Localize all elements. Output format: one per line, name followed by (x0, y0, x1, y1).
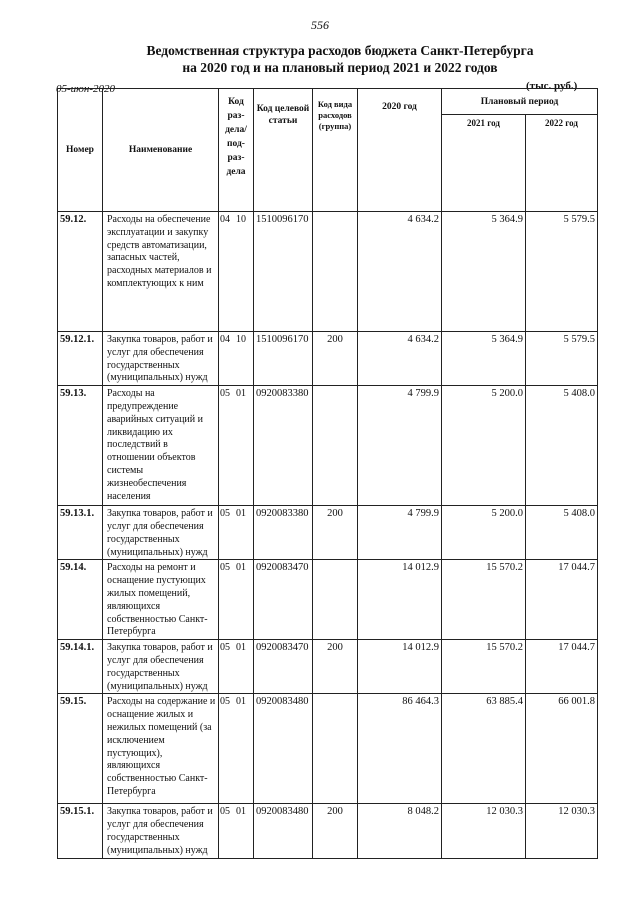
row-value-2020: 4 634.2 (358, 212, 442, 332)
row-prz: 10 (236, 334, 246, 345)
row-value-2020: 4 799.9 (358, 386, 442, 506)
row-name: Закупка товаров, работ и услуг для обеспечения государственных (муниципальных) нужд (103, 640, 219, 694)
table-row (58, 386, 598, 506)
row-rz: 04 (220, 334, 230, 345)
row-value-2021: 5 364.9 (442, 332, 526, 386)
row-prz: 01 (236, 642, 246, 654)
row-value-2022: 12 030.3 (526, 804, 598, 858)
row-prz: 01 (236, 562, 246, 574)
row-razdel (219, 640, 254, 694)
row-name: Закупка товаров, работ и услуг для обеспечения государственных (муниципальных) нужд (103, 332, 219, 386)
table-row (58, 694, 598, 804)
row-prz: 01 (236, 388, 246, 400)
row-value-2020: 86 464.3 (358, 694, 442, 804)
row-prz: 10 (236, 214, 246, 225)
header-number: Номер (58, 89, 103, 212)
row-number: 59.13.1. (58, 506, 103, 560)
row-vid-rashodov: 200 (313, 506, 358, 560)
page-number: 556 (311, 18, 329, 32)
row-rz: 05 (220, 508, 230, 520)
row-value-2021: 5 200.0 (442, 386, 526, 506)
row-razdel (219, 804, 254, 858)
table-body (58, 212, 598, 859)
table-row (58, 506, 598, 560)
row-value-2020: 14 012.9 (358, 560, 442, 640)
row-number: 59.14.1. (58, 640, 103, 694)
row-value-2020: 4 799.9 (358, 506, 442, 560)
row-value-2022: 17 044.7 (526, 640, 598, 694)
row-number: 59.15. (58, 694, 103, 804)
row-number: 59.14. (58, 560, 103, 640)
row-vid-rashodov (313, 212, 358, 332)
row-value-2022: 17 044.7 (526, 560, 598, 640)
row-value-2022: 5 408.0 (526, 506, 598, 560)
row-number: 59.12. (58, 212, 103, 332)
row-vid-rashodov (313, 694, 358, 804)
row-tselevaya: 0920083470 (254, 560, 313, 640)
table-row (58, 640, 598, 694)
row-tselevaya: 0920083480 (254, 694, 313, 804)
row-value-2020: 8 048.2 (358, 804, 442, 858)
row-prz: 01 (236, 508, 246, 520)
title-line-1: Ведомственная структура расходов бюджета Санкт-Петербурга (146, 43, 534, 58)
page-title (60, 42, 620, 76)
header-plan-period: Плановый период (442, 89, 598, 115)
header-tselevaya: Код целевой статьи (254, 89, 313, 212)
row-name: Расходы на ремонт и оснащение пустующих жилых помещений, являющихся собственностью Санкт-Петербурга (103, 560, 219, 640)
row-vid-rashodov (313, 386, 358, 506)
row-vid-rashodov: 200 (313, 640, 358, 694)
budget-table (57, 88, 598, 859)
row-number: 59.15.1. (58, 804, 103, 858)
row-value-2020: 14 012.9 (358, 640, 442, 694)
row-name: Расходы на обеспечение эксплуатации и закупку средств автоматизации, запасных частей, расходных материалов и комплектующих к ним (103, 212, 219, 332)
row-value-2021: 12 030.3 (442, 804, 526, 858)
row-razdel (219, 386, 254, 506)
row-name: Закупка товаров, работ и услуг для обеспечения государственных (муниципальных) нужд (103, 804, 219, 858)
title-line-2: на 2020 год и на плановый период 2021 и 2022 годов (182, 60, 498, 75)
row-razdel (219, 694, 254, 804)
row-rz: 05 (220, 388, 230, 400)
row-value-2021: 5 364.9 (442, 212, 526, 332)
row-tselevaya: 1510096170 (254, 332, 313, 386)
row-rz: 05 (220, 806, 230, 818)
row-tselevaya: 0920083380 (254, 386, 313, 506)
unit-label: (тыс. руб.) (526, 80, 578, 92)
row-razdel (219, 506, 254, 560)
row-tselevaya: 0920083380 (254, 506, 313, 560)
row-prz: 01 (236, 806, 246, 818)
table-row (58, 804, 598, 858)
row-name: Расходы на предупреждение аварийных ситуаций и ликвидацию их последствий в отношении объектов системы жизнеобеспечения населения (103, 386, 219, 506)
row-name: Расходы на содержание и оснащение жилых и нежилых помещений (за исключением пустующих), являющихся собственностью Санкт-Петербурга (103, 694, 219, 804)
row-rz: 05 (220, 696, 230, 708)
row-number: 59.13. (58, 386, 103, 506)
table-row (58, 332, 598, 386)
row-value-2022: 5 579.5 (526, 332, 598, 386)
row-razdel (219, 212, 254, 332)
row-value-2020: 4 634.2 (358, 332, 442, 386)
document-date: 05-июн-2020 (56, 83, 116, 95)
row-name: Закупка товаров, работ и услуг для обеспечения государственных (муниципальных) нужд (103, 506, 219, 560)
row-tselevaya: 0920083480 (254, 804, 313, 858)
table-row (58, 560, 598, 640)
table-row (58, 212, 598, 332)
row-rz: 05 (220, 642, 230, 654)
header-vid-rashodov: Код вида расходов (группа) (313, 89, 358, 212)
row-rz: 05 (220, 562, 230, 574)
row-prz: 01 (236, 696, 246, 708)
header-razdel: Код раз- дела/ под- раз- дела (219, 89, 254, 212)
row-value-2021: 15 570.2 (442, 560, 526, 640)
header-2022: 2022 год (526, 115, 598, 212)
header-2021: 2021 год (442, 115, 526, 212)
row-vid-rashodov (313, 560, 358, 640)
row-rz: 04 (220, 214, 230, 225)
row-tselevaya: 0920083470 (254, 640, 313, 694)
header-2020: 2020 год (358, 89, 442, 212)
row-value-2021: 15 570.2 (442, 640, 526, 694)
row-tselevaya: 1510096170 (254, 212, 313, 332)
row-value-2021: 5 200.0 (442, 506, 526, 560)
row-number: 59.12.1. (58, 332, 103, 386)
header-name: Наименование (103, 89, 219, 212)
row-value-2022: 5 579.5 (526, 212, 598, 332)
row-razdel (219, 560, 254, 640)
row-razdel (219, 332, 254, 386)
row-vid-rashodov: 200 (313, 332, 358, 386)
row-value-2022: 5 408.0 (526, 386, 598, 506)
row-vid-rashodov: 200 (313, 804, 358, 858)
row-value-2022: 66 001.8 (526, 694, 598, 804)
row-value-2021: 63 885.4 (442, 694, 526, 804)
